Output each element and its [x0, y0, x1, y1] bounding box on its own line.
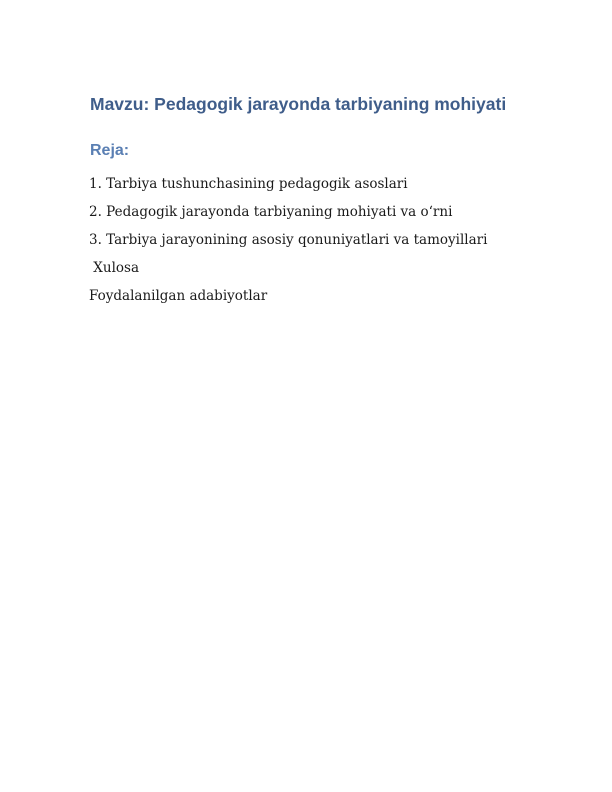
- plan-heading: Reja:: [90, 142, 130, 159]
- plan-item-3: 3. Tarbiya jarayonining asosiy qonuniyatlari va tamoyillari: [89, 232, 488, 248]
- plan-item-conclusion: Xulosa: [89, 260, 140, 276]
- plan-item-references: Foydalanilgan adabiyotlar: [89, 288, 268, 304]
- plan-item-1: 1. Tarbiya tushunchasining pedagogik asoslari: [89, 176, 408, 192]
- plan-item-2: 2. Pedagogik jarayonda tarbiyaning mohiyati va o‘rni: [89, 204, 453, 220]
- plan-list: [89, 172, 487, 312]
- document-title: Mavzu: Pedagogik jarayonda tarbiyaning mohiyati: [90, 94, 507, 114]
